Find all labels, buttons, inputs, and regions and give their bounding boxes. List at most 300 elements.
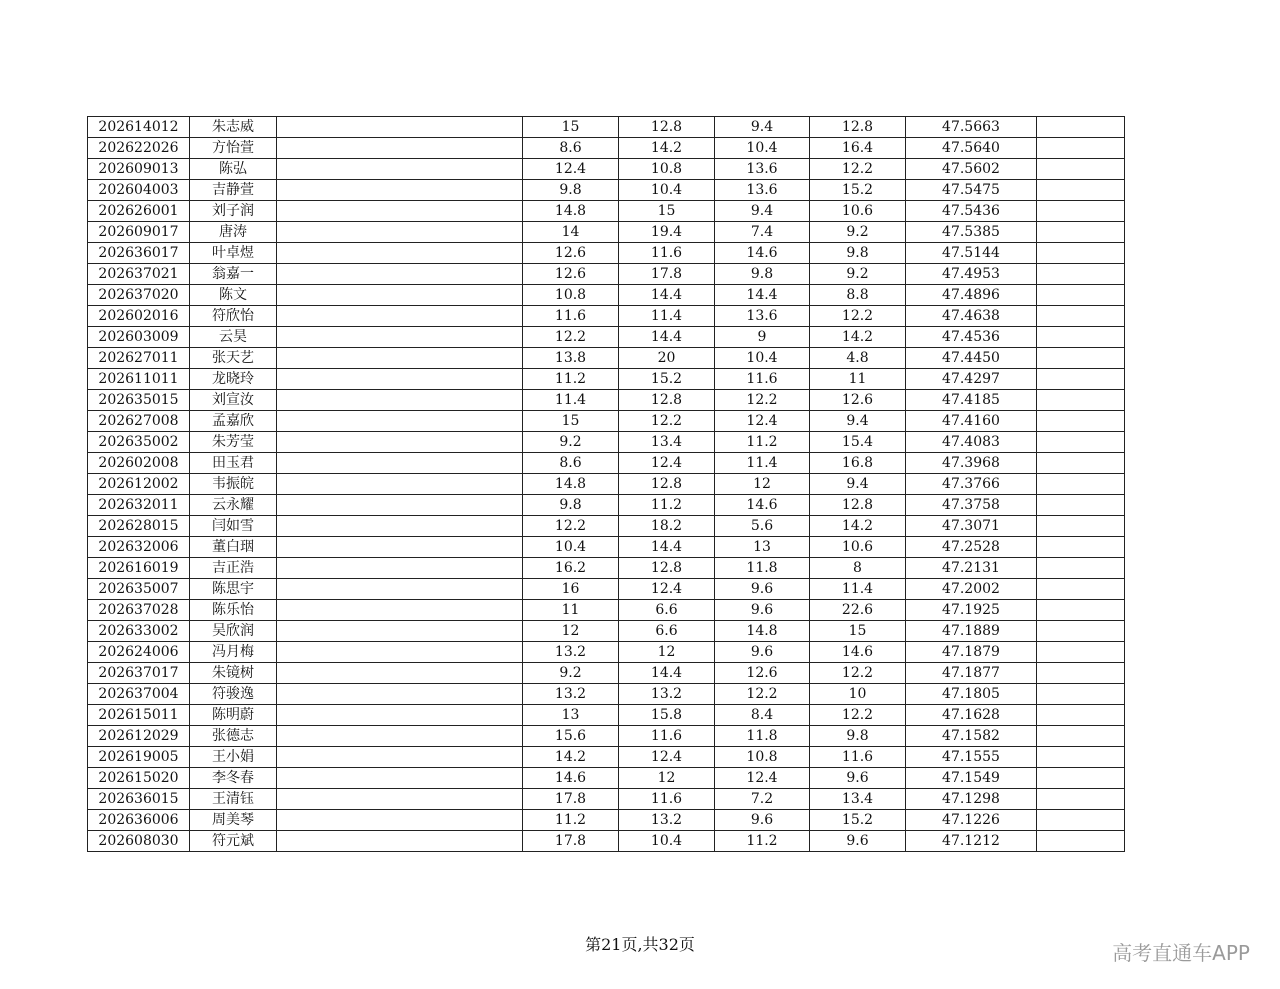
total-score-cell: 47.1582: [906, 726, 1037, 747]
student-name-cell: 张德志: [190, 726, 277, 747]
score-4-cell: 12.2: [810, 663, 906, 684]
watermark-text: 高考直通车APP: [1112, 941, 1250, 965]
student-name-cell: 王清钰: [190, 789, 277, 810]
score-3-cell: 5.6: [715, 516, 810, 537]
score-1-cell: 11.4: [523, 390, 619, 411]
exam-id-cell: 202628015: [88, 516, 190, 537]
table-row: [88, 747, 1125, 768]
remark-cell: [1037, 411, 1125, 432]
score-3-cell: 9.4: [715, 117, 810, 138]
score-4-cell: 12.6: [810, 390, 906, 411]
score-2-cell: 15: [619, 201, 715, 222]
exam-id-cell: 202635015: [88, 390, 190, 411]
student-name-cell: 吉静萱: [190, 180, 277, 201]
score-3-cell: 9.4: [715, 201, 810, 222]
blank-col-cell: [277, 621, 523, 642]
score-3-cell: 10.4: [715, 138, 810, 159]
score-4-cell: 11.4: [810, 579, 906, 600]
exam-id-cell: 202602016: [88, 306, 190, 327]
blank-col-cell: [277, 159, 523, 180]
exam-id-cell: 202614012: [88, 117, 190, 138]
score-4-cell: 9.4: [810, 474, 906, 495]
remark-cell: [1037, 369, 1125, 390]
student-name-cell: 闫如雪: [190, 516, 277, 537]
blank-col-cell: [277, 180, 523, 201]
blank-col-cell: [277, 684, 523, 705]
total-score-cell: 47.2002: [906, 579, 1037, 600]
table-row: [88, 285, 1125, 306]
exam-id-cell: 202615020: [88, 768, 190, 789]
total-score-cell: 47.5602: [906, 159, 1037, 180]
blank-col-cell: [277, 201, 523, 222]
blank-col-cell: [277, 243, 523, 264]
score-3-cell: 11.4: [715, 453, 810, 474]
table-row: [88, 453, 1125, 474]
remark-cell: [1037, 810, 1125, 831]
score-1-cell: 12: [523, 621, 619, 642]
remark-cell: [1037, 600, 1125, 621]
student-name-cell: 叶卓煜: [190, 243, 277, 264]
score-2-cell: 14.4: [619, 327, 715, 348]
table-row: [88, 369, 1125, 390]
table-row: [88, 474, 1125, 495]
score-2-cell: 12.4: [619, 579, 715, 600]
page-number: 第21页,共32页: [585, 935, 695, 954]
score-1-cell: 9.2: [523, 432, 619, 453]
remark-cell: [1037, 453, 1125, 474]
score-2-cell: 17.8: [619, 264, 715, 285]
total-score-cell: 47.1628: [906, 705, 1037, 726]
total-score-cell: 47.3071: [906, 516, 1037, 537]
student-name-cell: 云昊: [190, 327, 277, 348]
score-3-cell: 12: [715, 474, 810, 495]
remark-cell: [1037, 327, 1125, 348]
score-1-cell: 13.8: [523, 348, 619, 369]
table-row: [88, 348, 1125, 369]
remark-cell: [1037, 705, 1125, 726]
exam-id-cell: 202609017: [88, 222, 190, 243]
student-name-cell: 田玉君: [190, 453, 277, 474]
score-3-cell: 10.4: [715, 348, 810, 369]
total-score-cell: 47.1226: [906, 810, 1037, 831]
score-2-cell: 15.8: [619, 705, 715, 726]
score-4-cell: 15.4: [810, 432, 906, 453]
exam-id-cell: 202603009: [88, 327, 190, 348]
table-row: [88, 642, 1125, 663]
score-2-cell: 19.4: [619, 222, 715, 243]
score-1-cell: 12.6: [523, 243, 619, 264]
score-4-cell: 11.6: [810, 747, 906, 768]
score-1-cell: 16: [523, 579, 619, 600]
score-1-cell: 14: [523, 222, 619, 243]
score-3-cell: 11.8: [715, 558, 810, 579]
blank-col-cell: [277, 642, 523, 663]
student-name-cell: 朱镜树: [190, 663, 277, 684]
score-4-cell: 12.2: [810, 159, 906, 180]
score-4-cell: 12.2: [810, 306, 906, 327]
table-row: [88, 537, 1125, 558]
total-score-cell: 47.3968: [906, 453, 1037, 474]
score-4-cell: 9.8: [810, 243, 906, 264]
total-score-cell: 47.4297: [906, 369, 1037, 390]
student-name-cell: 韦振皖: [190, 474, 277, 495]
blank-col-cell: [277, 453, 523, 474]
blank-col-cell: [277, 537, 523, 558]
score-3-cell: 11.8: [715, 726, 810, 747]
score-1-cell: 13: [523, 705, 619, 726]
score-2-cell: 10.8: [619, 159, 715, 180]
total-score-cell: 47.5436: [906, 201, 1037, 222]
total-score-cell: 47.1212: [906, 831, 1037, 852]
student-name-cell: 吉正浩: [190, 558, 277, 579]
blank-col-cell: [277, 327, 523, 348]
total-score-cell: 47.4185: [906, 390, 1037, 411]
exam-id-cell: 202609013: [88, 159, 190, 180]
table-row: [88, 222, 1125, 243]
total-score-cell: 47.5475: [906, 180, 1037, 201]
score-2-cell: 10.4: [619, 831, 715, 852]
table-row: [88, 726, 1125, 747]
exam-id-cell: 202626001: [88, 201, 190, 222]
score-1-cell: 14.8: [523, 201, 619, 222]
exam-id-cell: 202608030: [88, 831, 190, 852]
student-name-cell: 陈乐怡: [190, 600, 277, 621]
table-row: [88, 264, 1125, 285]
remark-cell: [1037, 537, 1125, 558]
score-4-cell: 9.8: [810, 726, 906, 747]
exam-id-cell: 202611011: [88, 369, 190, 390]
score-4-cell: 9.6: [810, 768, 906, 789]
table-row: [88, 180, 1125, 201]
blank-col-cell: [277, 726, 523, 747]
score-2-cell: 6.6: [619, 621, 715, 642]
remark-cell: [1037, 390, 1125, 411]
exam-id-cell: 202602008: [88, 453, 190, 474]
exam-id-cell: 202627011: [88, 348, 190, 369]
exam-id-cell: 202637020: [88, 285, 190, 306]
student-name-cell: 符骏逸: [190, 684, 277, 705]
score-table-container: [87, 116, 1125, 852]
score-4-cell: 22.6: [810, 600, 906, 621]
score-3-cell: 8.4: [715, 705, 810, 726]
student-name-cell: 朱志威: [190, 117, 277, 138]
remark-cell: [1037, 432, 1125, 453]
blank-col-cell: [277, 411, 523, 432]
table-row: [88, 684, 1125, 705]
score-2-cell: 13.2: [619, 684, 715, 705]
score-2-cell: 11.4: [619, 306, 715, 327]
remark-cell: [1037, 243, 1125, 264]
score-3-cell: 9.6: [715, 642, 810, 663]
table-row: [88, 621, 1125, 642]
total-score-cell: 47.2131: [906, 558, 1037, 579]
exam-id-cell: 202637021: [88, 264, 190, 285]
blank-col-cell: [277, 138, 523, 159]
score-1-cell: 10.8: [523, 285, 619, 306]
score-1-cell: 17.8: [523, 789, 619, 810]
exam-id-cell: 202636006: [88, 810, 190, 831]
score-1-cell: 15: [523, 117, 619, 138]
total-score-cell: 47.4083: [906, 432, 1037, 453]
remark-cell: [1037, 663, 1125, 684]
score-3-cell: 11.2: [715, 831, 810, 852]
score-2-cell: 14.4: [619, 285, 715, 306]
score-2-cell: 20: [619, 348, 715, 369]
total-score-cell: 47.1879: [906, 642, 1037, 663]
table-row: [88, 600, 1125, 621]
score-4-cell: 10: [810, 684, 906, 705]
score-2-cell: 12: [619, 642, 715, 663]
blank-col-cell: [277, 432, 523, 453]
total-score-cell: 47.5663: [906, 117, 1037, 138]
exam-id-cell: 202622026: [88, 138, 190, 159]
exam-id-cell: 202612002: [88, 474, 190, 495]
score-1-cell: 10.4: [523, 537, 619, 558]
score-2-cell: 12.4: [619, 453, 715, 474]
remark-cell: [1037, 201, 1125, 222]
exam-id-cell: 202632006: [88, 537, 190, 558]
blank-col-cell: [277, 516, 523, 537]
exam-id-cell: 202615011: [88, 705, 190, 726]
remark-cell: [1037, 264, 1125, 285]
score-4-cell: 13.4: [810, 789, 906, 810]
score-4-cell: 8.8: [810, 285, 906, 306]
remark-cell: [1037, 117, 1125, 138]
student-name-cell: 翁嘉一: [190, 264, 277, 285]
table-row: [88, 411, 1125, 432]
score-2-cell: 10.4: [619, 180, 715, 201]
score-table: [87, 116, 1125, 852]
score-1-cell: 14.8: [523, 474, 619, 495]
score-1-cell: 8.6: [523, 138, 619, 159]
table-row: [88, 516, 1125, 537]
score-3-cell: 9.6: [715, 579, 810, 600]
remark-cell: [1037, 348, 1125, 369]
score-4-cell: 14.6: [810, 642, 906, 663]
exam-id-cell: 202612029: [88, 726, 190, 747]
blank-col-cell: [277, 390, 523, 411]
exam-id-cell: 202616019: [88, 558, 190, 579]
table-row: [88, 810, 1125, 831]
score-2-cell: 12.2: [619, 411, 715, 432]
blank-col-cell: [277, 306, 523, 327]
score-3-cell: 12.6: [715, 663, 810, 684]
score-3-cell: 12.2: [715, 684, 810, 705]
table-row: [88, 390, 1125, 411]
blank-col-cell: [277, 264, 523, 285]
exam-id-cell: 202624006: [88, 642, 190, 663]
remark-cell: [1037, 180, 1125, 201]
score-4-cell: 9.2: [810, 222, 906, 243]
score-2-cell: 13.2: [619, 810, 715, 831]
score-4-cell: 12.8: [810, 495, 906, 516]
score-2-cell: 12.8: [619, 390, 715, 411]
total-score-cell: 47.4160: [906, 411, 1037, 432]
table-row: [88, 117, 1125, 138]
table-row: [88, 201, 1125, 222]
total-score-cell: 47.4450: [906, 348, 1037, 369]
remark-cell: [1037, 285, 1125, 306]
score-1-cell: 12.4: [523, 159, 619, 180]
student-name-cell: 张天艺: [190, 348, 277, 369]
score-3-cell: 11.6: [715, 369, 810, 390]
total-score-cell: 47.1889: [906, 621, 1037, 642]
score-4-cell: 12.8: [810, 117, 906, 138]
score-1-cell: 11.2: [523, 810, 619, 831]
score-3-cell: 12.2: [715, 390, 810, 411]
exam-id-cell: 202636017: [88, 243, 190, 264]
score-1-cell: 13.2: [523, 642, 619, 663]
score-2-cell: 12: [619, 768, 715, 789]
table-body: [88, 117, 1125, 852]
score-3-cell: 13.6: [715, 306, 810, 327]
blank-col-cell: [277, 369, 523, 390]
blank-col-cell: [277, 810, 523, 831]
table-row: [88, 705, 1125, 726]
remark-cell: [1037, 768, 1125, 789]
score-1-cell: 14.6: [523, 768, 619, 789]
score-1-cell: 11: [523, 600, 619, 621]
student-name-cell: 李冬春: [190, 768, 277, 789]
remark-cell: [1037, 621, 1125, 642]
score-4-cell: 8: [810, 558, 906, 579]
score-3-cell: 11.2: [715, 432, 810, 453]
score-4-cell: 16.8: [810, 453, 906, 474]
blank-col-cell: [277, 705, 523, 726]
remark-cell: [1037, 789, 1125, 810]
score-2-cell: 14.4: [619, 663, 715, 684]
score-4-cell: 14.2: [810, 516, 906, 537]
total-score-cell: 47.3766: [906, 474, 1037, 495]
score-4-cell: 15: [810, 621, 906, 642]
total-score-cell: 47.1555: [906, 747, 1037, 768]
score-3-cell: 14.8: [715, 621, 810, 642]
total-score-cell: 47.4638: [906, 306, 1037, 327]
remark-cell: [1037, 684, 1125, 705]
score-2-cell: 12.8: [619, 117, 715, 138]
exam-id-cell: 202637017: [88, 663, 190, 684]
score-3-cell: 14.6: [715, 495, 810, 516]
student-name-cell: 王小娟: [190, 747, 277, 768]
exam-id-cell: 202637028: [88, 600, 190, 621]
score-1-cell: 15: [523, 411, 619, 432]
total-score-cell: 47.5144: [906, 243, 1037, 264]
student-name-cell: 陈弘: [190, 159, 277, 180]
exam-id-cell: 202635007: [88, 579, 190, 600]
blank-col-cell: [277, 348, 523, 369]
student-name-cell: 董白珚: [190, 537, 277, 558]
score-2-cell: 18.2: [619, 516, 715, 537]
score-2-cell: 15.2: [619, 369, 715, 390]
blank-col-cell: [277, 747, 523, 768]
student-name-cell: 唐涛: [190, 222, 277, 243]
total-score-cell: 47.5385: [906, 222, 1037, 243]
total-score-cell: 47.1549: [906, 768, 1037, 789]
table-row: [88, 579, 1125, 600]
student-name-cell: 陈文: [190, 285, 277, 306]
score-3-cell: 14.6: [715, 243, 810, 264]
student-name-cell: 孟嘉欣: [190, 411, 277, 432]
total-score-cell: 47.2528: [906, 537, 1037, 558]
score-3-cell: 12.4: [715, 768, 810, 789]
score-2-cell: 12.8: [619, 474, 715, 495]
total-score-cell: 47.4953: [906, 264, 1037, 285]
student-name-cell: 刘子润: [190, 201, 277, 222]
score-1-cell: 11.6: [523, 306, 619, 327]
score-2-cell: 6.6: [619, 600, 715, 621]
score-4-cell: 10.6: [810, 201, 906, 222]
remark-cell: [1037, 642, 1125, 663]
student-name-cell: 符欣怡: [190, 306, 277, 327]
student-name-cell: 周美琴: [190, 810, 277, 831]
student-name-cell: 朱芳莹: [190, 432, 277, 453]
table-row: [88, 327, 1125, 348]
exam-id-cell: 202604003: [88, 180, 190, 201]
blank-col-cell: [277, 579, 523, 600]
score-1-cell: 14.2: [523, 747, 619, 768]
student-name-cell: 吴欣润: [190, 621, 277, 642]
table-row: [88, 243, 1125, 264]
table-row: [88, 768, 1125, 789]
remark-cell: [1037, 222, 1125, 243]
score-1-cell: 12.6: [523, 264, 619, 285]
total-score-cell: 47.4536: [906, 327, 1037, 348]
score-2-cell: 14.2: [619, 138, 715, 159]
exam-id-cell: 202633002: [88, 621, 190, 642]
score-1-cell: 9.2: [523, 663, 619, 684]
score-4-cell: 14.2: [810, 327, 906, 348]
total-score-cell: 47.1298: [906, 789, 1037, 810]
table-row: [88, 432, 1125, 453]
total-score-cell: 47.3758: [906, 495, 1037, 516]
score-4-cell: 4.8: [810, 348, 906, 369]
score-4-cell: 9.6: [810, 831, 906, 852]
score-3-cell: 10.8: [715, 747, 810, 768]
score-1-cell: 11.2: [523, 369, 619, 390]
score-3-cell: 7.4: [715, 222, 810, 243]
exam-id-cell: 202635002: [88, 432, 190, 453]
blank-col-cell: [277, 663, 523, 684]
remark-cell: [1037, 138, 1125, 159]
remark-cell: [1037, 516, 1125, 537]
student-name-cell: 陈明蔚: [190, 705, 277, 726]
student-name-cell: 云永耀: [190, 495, 277, 516]
table-row: [88, 138, 1125, 159]
blank-col-cell: [277, 222, 523, 243]
score-1-cell: 15.6: [523, 726, 619, 747]
score-3-cell: 9.6: [715, 810, 810, 831]
table-row: [88, 558, 1125, 579]
blank-col-cell: [277, 474, 523, 495]
remark-cell: [1037, 495, 1125, 516]
score-1-cell: 12.2: [523, 516, 619, 537]
exam-id-cell: 202632011: [88, 495, 190, 516]
score-3-cell: 13.6: [715, 180, 810, 201]
score-4-cell: 9.2: [810, 264, 906, 285]
score-1-cell: 12.2: [523, 327, 619, 348]
blank-col-cell: [277, 768, 523, 789]
total-score-cell: 47.1925: [906, 600, 1037, 621]
student-name-cell: 方怡萱: [190, 138, 277, 159]
table-row: [88, 159, 1125, 180]
blank-col-cell: [277, 831, 523, 852]
score-3-cell: 9.6: [715, 600, 810, 621]
score-4-cell: 11: [810, 369, 906, 390]
blank-col-cell: [277, 789, 523, 810]
score-2-cell: 11.6: [619, 243, 715, 264]
total-score-cell: 47.1877: [906, 663, 1037, 684]
score-3-cell: 13: [715, 537, 810, 558]
